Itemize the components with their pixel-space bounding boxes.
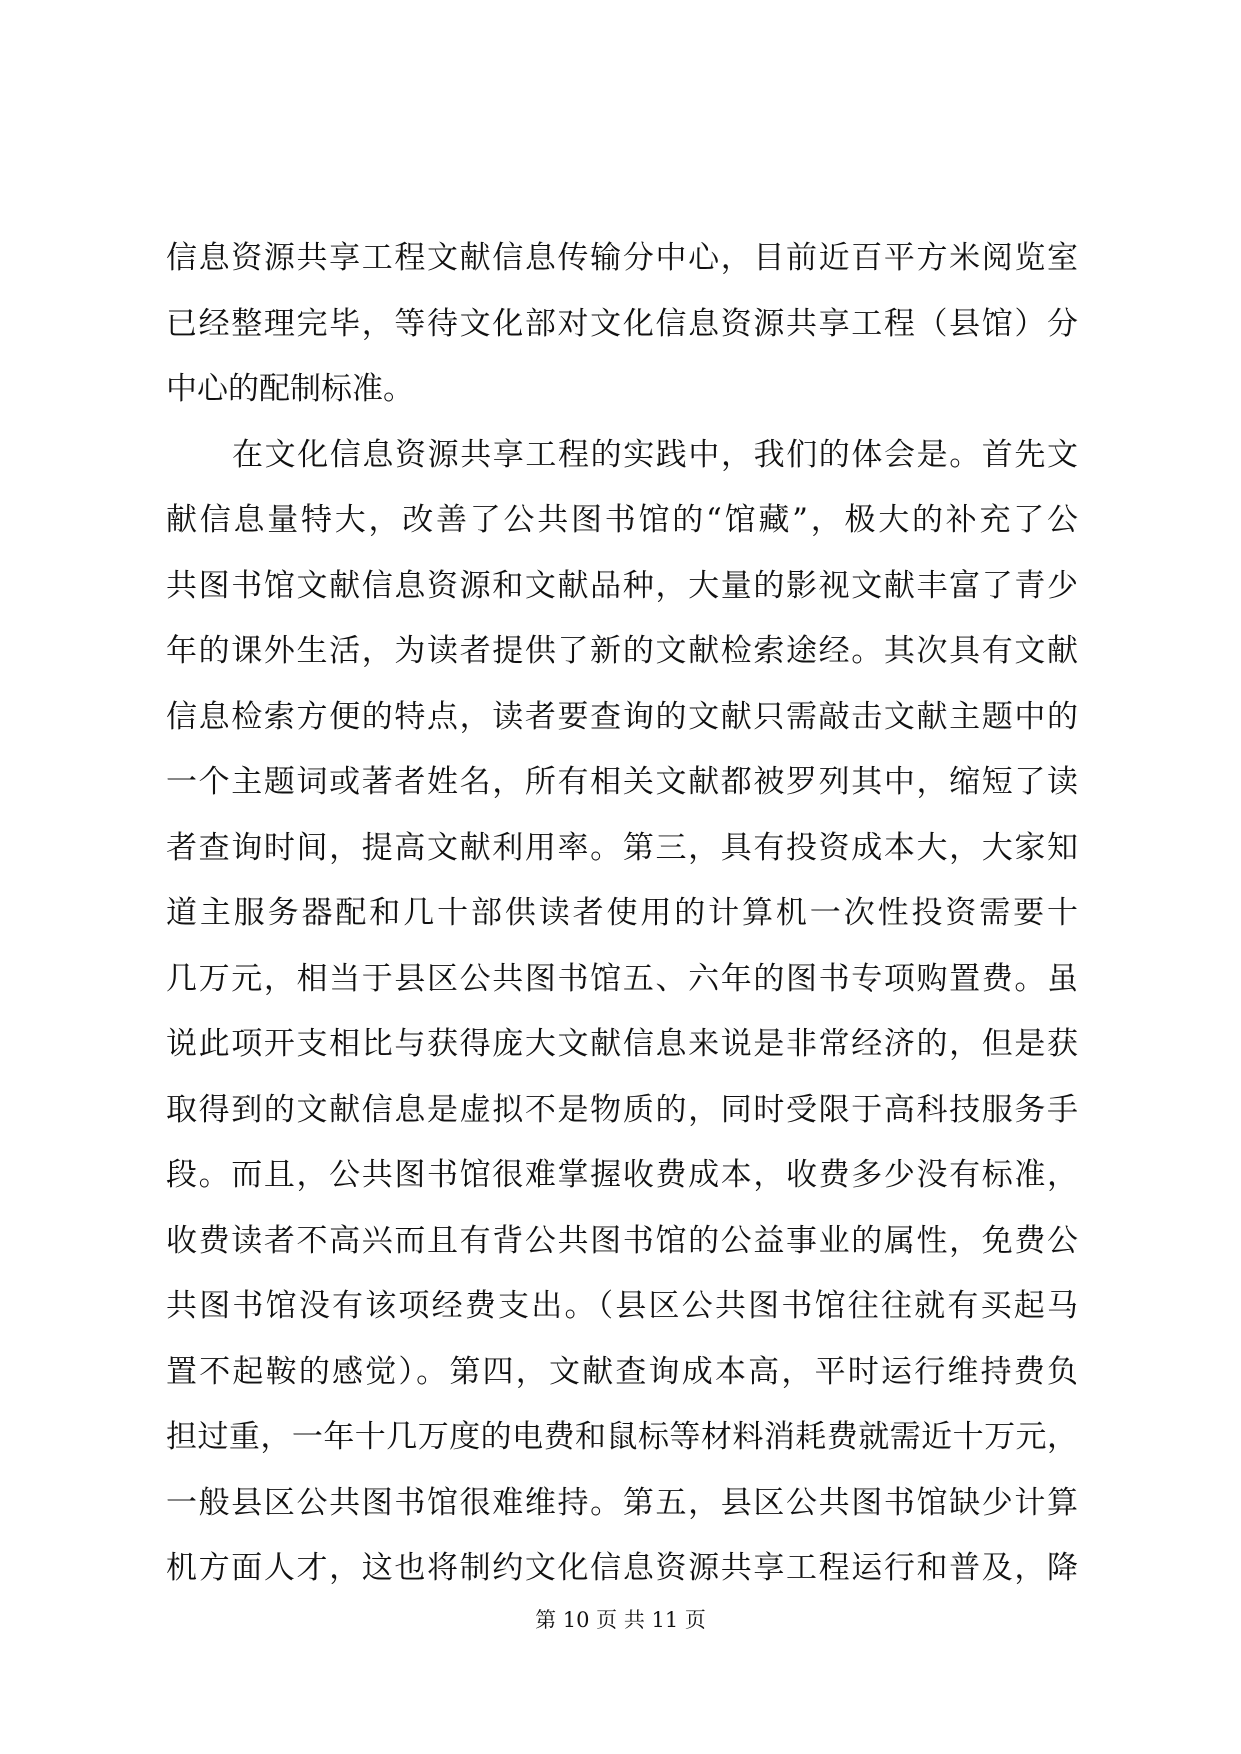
paragraph-2 [166, 423, 1078, 1602]
text-line: 置不起鞍的感觉）。第四，文献查询成本高，平时运行维持费负 [166, 1353, 1078, 1390]
text-line: 段。而且，公共图书馆很难掌握收费成本，收费多少没有标准， [166, 1157, 1078, 1193]
text-line: 年的课外生活，为读者提供了新的文献检索途经。其次具有文献 [166, 633, 1078, 669]
text-line: 收费读者不高兴而且有背公共图书馆的公益事业的属性，免费公 [166, 1222, 1078, 1259]
text-line: 者查询时间，提高文献利用率。第三，具有投资成本大，大家知 [166, 829, 1078, 866]
text-line: 信息检索方便的特点，读者要查询的文献只需敲击文献主题中的 [166, 698, 1078, 735]
text-line: 一般县区公共图书馆很难维持。第五，县区公共图书馆缺少计算 [166, 1484, 1078, 1521]
body-text [166, 226, 1078, 1602]
text-line: 道主服务器配和几十部供读者使用的计算机一次性投资需要十 [166, 895, 1078, 931]
page-footer [0, 1605, 1241, 1635]
text-line: 机方面人才，这也将制约文化信息资源共享工程运行和普及，降 [166, 1550, 1078, 1586]
text-line: 共图书馆没有该项经费支出。（县区公共图书馆往往就有买起马 [166, 1288, 1078, 1324]
text-line: 在文化信息资源共享工程的实践中，我们的体会是。首先文 [232, 436, 1078, 473]
text-line: 已经整理完毕，等待文化部对文化信息资源共享工程（县馆）分 [166, 305, 1078, 342]
text-line: 中心的配制标准。 [166, 371, 414, 407]
text-line: 担过重，一年十几万度的电费和鼠标等材料消耗费就需近十万元， [166, 1419, 1078, 1455]
paragraph-1 [166, 226, 1078, 423]
text-line: 说此项开支相比与获得庞大文献信息来说是非常经济的，但是获 [166, 1026, 1078, 1062]
text-line: 取得到的文献信息是虚拟不是物质的，同时受限于高科技服务手 [166, 1091, 1078, 1128]
page-number-label: 第 10 页 共 11 页 [535, 1608, 706, 1632]
text-line: 一个主题词或著者姓名，所有相关文献都被罗列其中，缩短了读 [166, 764, 1078, 800]
text-line: 共图书馆文献信息资源和文献品种，大量的影视文献丰富了青少 [166, 567, 1078, 604]
text-line: 信息资源共享工程文献信息传输分中心，目前近百平方米阅览室 [166, 240, 1078, 276]
text-line: 几万元，相当于县区公共图书馆五、六年的图书专项购置费。虽 [166, 960, 1078, 997]
text-line: 献信息量特大，改善了公共图书馆的“馆藏”，极大的补充了公 [166, 502, 1078, 538]
